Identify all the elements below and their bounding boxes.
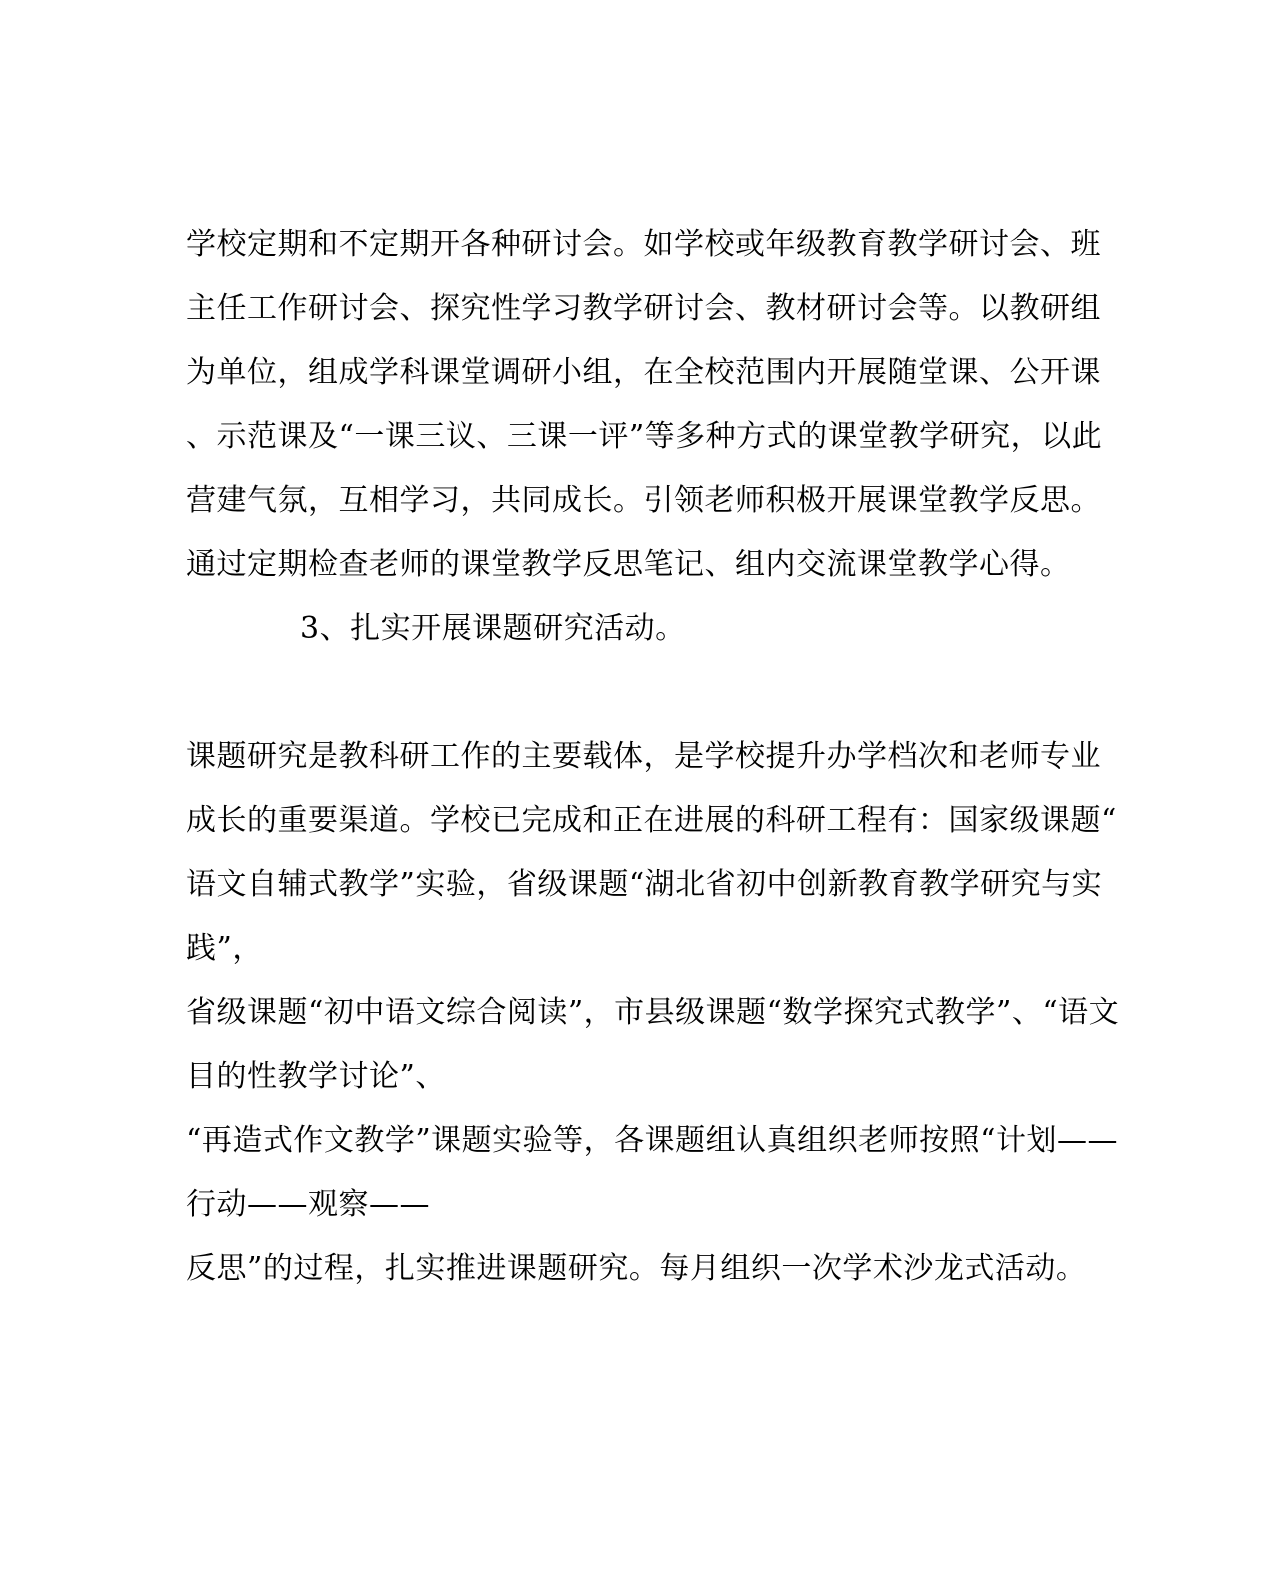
paragraph1-line-1: 学校定期和不定期开各种研讨会。如学校或年级教育教学研讨会、班 <box>186 227 1101 262</box>
paragraph2-line-7: “再造式作文教学”课题实验等，各课题组认真组织老师按照“计划—— <box>186 1123 1119 1158</box>
paragraph1-line-6: 通过定期检查老师的课堂教学反思笔记、组内交流课堂教学心得。 <box>186 547 1071 582</box>
paragraph2-line-9: 反思”的过程，扎实推进课题研究。每月组织一次学术沙龙式活动。 <box>186 1251 1087 1286</box>
paragraph2-line-1: 课题研究是教科研工作的主要载体，是学校提升办学档次和老师专业 <box>186 739 1101 774</box>
paragraph2-line-3: 语文自辅式教学”实验，省级课题“湖北省初中创新教育教学研究与实 <box>186 867 1103 902</box>
paragraph2-line-4: 践”， <box>186 931 263 966</box>
paragraph1-line-3: 为单位，组成学科课堂调研小组，在全校范围内开展随堂课、公开课 <box>186 355 1101 390</box>
paragraph2-line-5: 省级课题“初中语文综合阅读”，市县级课题“数学探究式教学”、“语文 <box>186 995 1120 1030</box>
paragraph2-line-8: 行动——观察—— <box>186 1187 430 1222</box>
paragraph1-line-4: 、示范课及“一课三议、三课一评”等多种方式的课堂教学研究，以此 <box>186 419 1103 454</box>
paragraph2-line-6: 目的性教学讨论”、 <box>186 1059 446 1094</box>
paragraph1-line-5: 营建气氛，互相学习，共同成长。引领老师积极开展课堂教学反思。 <box>186 483 1101 518</box>
section-heading-3: 3、扎实开展课题研究活动。 <box>300 611 686 646</box>
paragraph2-line-2: 成长的重要渠道。学校已完成和正在进展的科研工程有：国家级课题“ <box>186 803 1117 838</box>
paragraph1-line-2: 主任工作研讨会、探究性学习教学研讨会、教材研讨会等。以教研组 <box>186 291 1101 326</box>
